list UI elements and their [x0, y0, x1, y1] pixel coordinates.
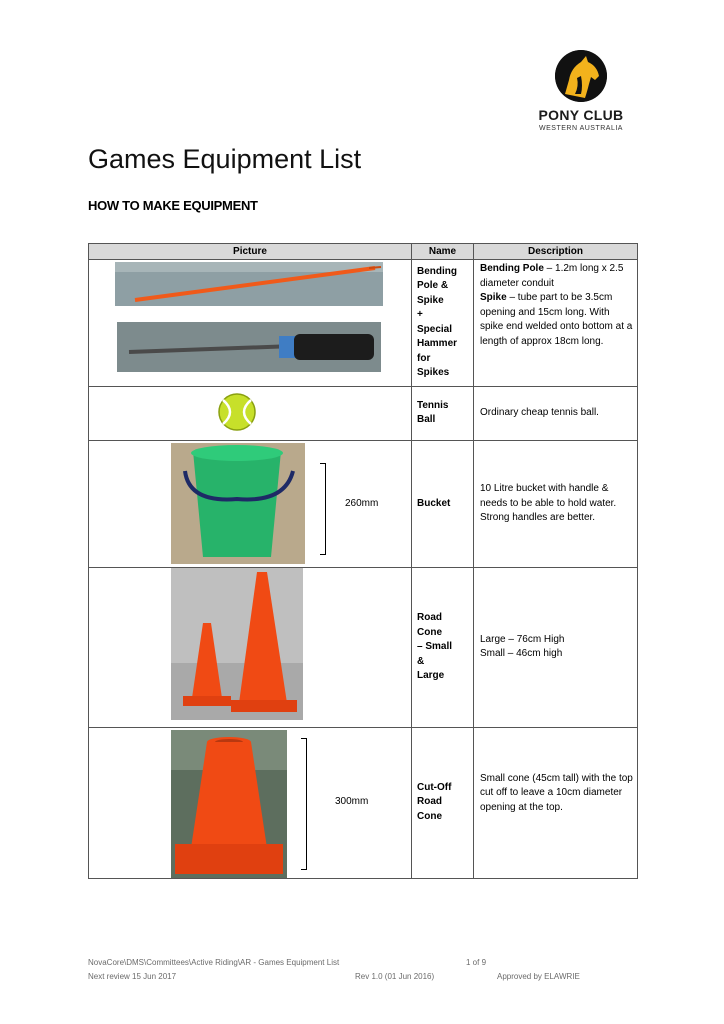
desc-text: – 1.2m long x 2.5 diameter conduit [480, 263, 624, 289]
header-picture: Picture [89, 244, 412, 260]
road-cones-photo [89, 568, 412, 721]
section-heading: HOW TO MAKE EQUIPMENT [88, 198, 258, 213]
dimension-bracket [301, 738, 307, 870]
name-line: Large [417, 670, 445, 681]
name-line: – Small [417, 641, 453, 652]
description-cell [474, 568, 638, 728]
table-row [89, 260, 638, 387]
bending-pole-photo [89, 260, 412, 380]
name-line: Ball [417, 414, 436, 426]
tennis-ball-icon [89, 387, 412, 435]
horse-head-icon [555, 50, 607, 102]
picture-cell [89, 441, 412, 568]
name-line: Cut-Off [417, 781, 452, 793]
table-row [89, 386, 638, 441]
name-line: Special [417, 323, 453, 335]
description-cell: Ordinary cheap tennis ball. [474, 386, 638, 441]
name-cell [412, 568, 474, 728]
name-line: Hammer [417, 338, 458, 350]
name-cell: Bucket [412, 441, 474, 568]
dimension-label: 260mm [345, 498, 379, 509]
footer-page: 1 of 9 [466, 958, 487, 967]
equipment-table [88, 243, 638, 879]
desc-text: – tube part to be 3.5cm opening and 15cm long. With spike end welded onto bottom at a length of approx 18cm long. [480, 292, 633, 347]
footer-next-review: Next review 15 Jun 2017 [88, 972, 177, 981]
name-line: Road [417, 796, 442, 808]
name-line: & [417, 655, 425, 667]
logo-subtitle: WESTERN AUSTRALIA [539, 125, 623, 132]
name-line: Cone [417, 626, 442, 638]
header-description: Description [474, 244, 638, 260]
dimension-bracket [320, 463, 326, 555]
footer-revision: Rev 1.0 (01 Jun 2016) [355, 972, 435, 981]
desc-line: Large – 76cm High [480, 633, 565, 645]
name-line: + [417, 309, 423, 321]
name-cell [412, 260, 474, 387]
name-line: Spike [417, 294, 444, 306]
name-line: Spikes [417, 367, 450, 379]
table-header-row [89, 244, 638, 260]
table-row [89, 441, 638, 568]
description-cell: 10 Litre bucket with handle & needs to be able to hold water. Strong handles are better. [474, 441, 638, 568]
desc-bold: Spike [480, 292, 507, 303]
pony-club-logo [535, 50, 627, 140]
name-line: Cone [417, 810, 442, 822]
desc-bold: Bending Pole [480, 263, 544, 274]
description-cell: Small cone (45cm tall) with the top cut off to leave a 10cm diameter opening at the top. [474, 727, 638, 878]
name-cell [412, 386, 474, 441]
name-line: Pole & [417, 280, 449, 292]
name-line: Bending [417, 265, 457, 277]
picture-cell [89, 386, 412, 441]
dimension-label: 300mm [335, 795, 369, 807]
header-name: Name [412, 244, 474, 260]
table-row [89, 727, 638, 878]
name-line: Road [417, 612, 442, 623]
desc-line: Small – 46cm high [480, 648, 563, 660]
logo-name: PONY CLUB [538, 107, 624, 123]
picture-cell [89, 727, 412, 878]
description-cell [474, 260, 638, 387]
name-cell [412, 727, 474, 878]
footer-approved: Approved by ELAWRIE [497, 972, 580, 981]
picture-cell [89, 260, 412, 387]
page-title: Games Equipment List [88, 144, 362, 174]
name-line: for [417, 352, 431, 364]
footer-path: NovaCore\DMS\Committees\Active Riding\AR - Games Equipment List [88, 958, 340, 967]
table-row [89, 568, 638, 728]
name-line: Tennis [417, 399, 449, 411]
picture-cell [89, 568, 412, 728]
